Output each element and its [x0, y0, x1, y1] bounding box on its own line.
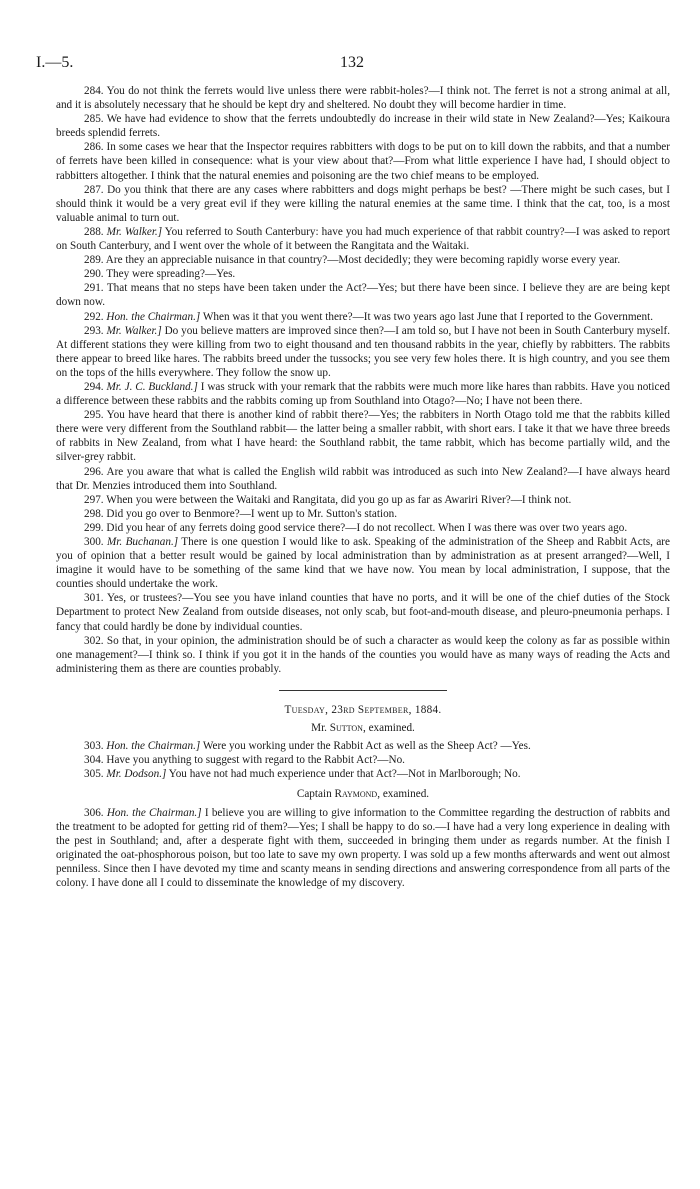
testimony-text: Were you working under the Rabbit Act as well as the Sheep Act? —Yes. [202, 740, 531, 753]
testimony-paragraph [56, 324, 670, 380]
testimony-paragraph [56, 507, 670, 521]
testimony-paragraph [56, 767, 670, 781]
section-divider [279, 690, 447, 691]
testimony-text: That means that no steps have been taken under the Act?—Yes; but there have been since. I believe they are are being kept down now. [56, 282, 670, 309]
testimony-text: Are they an appreciable nuisance in that country?—Most decidedly; they were becoming rapidly worse every year. [105, 254, 621, 267]
testimony-paragraph [56, 281, 670, 309]
speaker-name: Mr. Walker.] [106, 225, 163, 238]
testimony-paragraph [56, 806, 670, 891]
testimony-text: Do you believe matters are improved since then?—I am told so, but I have not been in South Canterbury myself. At different stations they were killing from two to eight thousand and ten thousand rabbits in the year, chiefly by rabbitters. The rabbits there appear to breed like hares. The rabbits breed under the tussocks; you see very few holes there. It is high country, and you see them on the tops of the hills everywhere. They follow the snow up. [56, 324, 670, 379]
question-number: 294. [84, 380, 104, 393]
testimony-text: Did you go over to Benmore?—I went up to Mr. Sutton's station. [106, 507, 398, 520]
page-header [36, 54, 666, 74]
testimony-text: Are you aware that what is called the English wild rabbit was introduced as such into New Zealand?—I have always heard that Dr. Menzies introduced them into Southland. [56, 465, 671, 492]
question-number: 296. [84, 465, 104, 478]
testimony-paragraph [56, 253, 670, 267]
speaker-name: Mr. Buchanan.] [106, 536, 179, 548]
testimony-text: I believe you are willing to give information to the Committee regarding the destruction of rabbits and the treatment to be adopted for getting rid of them?—Yes; I shall be happy to do so.—I have had a very long experience in dealing with the pest in Southland; and, after a desperate fight with them, succeeded in bringing them under as regards number. At the finish I originated the oat-phosphorous poison, but too late to save my own property. I was sold up a few months afterwards and went out almost penniless. Since then I have devoted my time and scanty means in sending directions and answering correspondence from all parts of the colony. I have done all I could to disseminate the knowledge of my discovery. [56, 806, 671, 889]
testimony-paragraph [56, 84, 670, 112]
speaker-name: Mr. Walker.] [106, 324, 162, 337]
witness-title: Mr. [311, 722, 327, 735]
question-number: 288. [84, 225, 104, 238]
testimony-paragraph [56, 225, 670, 253]
testimony-section-3 [56, 806, 670, 891]
testimony-text: You have not had much experience under that Act?—Not in Marlborough; No. [168, 768, 521, 781]
testimony-text: So that, in your opinion, the administration should be of such a character as would keep the colony as far as possible within one management?—I think so. I think if you got it in the hands of the counties you would have as many ways of reading the Acts and administering them as there are counties probably. [56, 634, 671, 675]
witness-heading-sutton [56, 721, 670, 735]
testimony-paragraph [56, 267, 670, 281]
testimony-text: You referred to South Canterbury: have you had much experience of that rabbit country?—I was asked to report on South Canterbury, and I went over the whole of it between the Rangitata and the Waitaki. [56, 225, 670, 253]
witness-name: Sutton [329, 722, 363, 735]
question-number: 304. [84, 754, 104, 767]
testimony-paragraph [56, 535, 670, 591]
page-number: 132 [340, 54, 364, 71]
testimony-paragraph [56, 112, 670, 140]
testimony-text: Have you anything to suggest with regard to the Rabbit Act?—No. [106, 754, 405, 767]
question-number: 306. [84, 806, 104, 819]
testimony-paragraph [56, 493, 670, 507]
testimony-paragraph [56, 380, 670, 408]
testimony-text: We have had evidence to show that the ferrets undoubtedly do increase in their wild state in New Zealand?—Yes; Kaikoura breeds splendid ferrets. [56, 113, 670, 140]
testimony-paragraph [56, 140, 670, 182]
testimony-text: You have heard that there is another kind of rabbit there?—Yes; the rabbiters in North Otago told me that the rabbits killed there were very different from the Southland rabbit— the latter being a smaller rabbit, with short ears. I take it that we have three breeds of rabbits in New Zealand, from what I have heard: the Southland rabbit, the tame rabbit, which has become partially wild, and the silver-grey rabbit. [56, 409, 670, 464]
testimony-paragraph [56, 521, 670, 535]
question-number: 301. [84, 592, 104, 605]
speaker-name: Mr. Dodson.] [106, 768, 167, 781]
testimony-paragraph [56, 183, 670, 225]
speaker-name: Mr. J. C. Buckland.] [106, 380, 198, 393]
question-number: 287. [84, 183, 104, 196]
question-number: 286. [84, 141, 104, 154]
document-reference: I.—5. [36, 54, 74, 71]
testimony-text: There is one question I would like to ask. Speaking of the administration of the Sheep and Rabbit Acts, are you of opinion that a better result would be gained by local administration than by administration as at present arranged?—Well, I imagine it would have to be something of the same kind that we have now. You mean by local administration, I suppose, that the counties should undertake the work. [56, 536, 670, 591]
testimony-text: In some cases we hear that the Inspector requires rabbitters with dogs to be put on to kill down the rabbits, and that a number of ferrets have been killed in consequence: what is your view about that?—From what little experience I have had, I should object to rabbitters altogether. I think that the natural enemies and poisoning are the two chief means to be employed. [56, 141, 671, 182]
testimony-paragraph [56, 591, 670, 633]
testimony-paragraph [56, 408, 670, 464]
question-number: 303. [84, 740, 104, 753]
speaker-name: Hon. the Chairman.] [106, 310, 201, 323]
question-number: 302. [84, 634, 104, 647]
testimony-text: Yes, or trustees?—You see you have inland counties that have no ports, and it will be one of the chief duties of the Stock Department to protect New Zealand from outside diseases, not only scab, but foot-and-mouth disease, and pleuro-pneumonia perhaps. I fancy that could hardly be done by individual counties. [56, 592, 670, 633]
testimony-text: I was struck with your remark that the rabbits were much more like hares than rabbits. Have you noticed a difference between these rabbits and the rabbits coming up from Southland into Otago?—No; I have not been there. [56, 380, 671, 408]
question-number: 291. [84, 282, 104, 295]
witness-suffix: , examined. [362, 722, 415, 735]
testimony-paragraph [56, 753, 670, 767]
testimony-text: They were spreading?—Yes. [106, 268, 236, 281]
question-number: 285. [84, 113, 104, 126]
question-number: 284. [84, 85, 104, 97]
testimony-section-2 [56, 739, 670, 781]
witness-heading-raymond [56, 787, 670, 801]
testimony-paragraph [56, 465, 670, 493]
question-number: 290. [84, 268, 104, 281]
testimony-text: Do you think that there are any cases where rabbitters and dogs might perhaps be best? —There might be such cases, but I should think it would be a very great evil if they were killing the natural enemies at the same time. I think that the cat, too, is a most valuable animal to turn out. [56, 183, 670, 224]
question-number: 295. [84, 409, 104, 422]
question-number: 289. [84, 254, 104, 267]
question-number: 298. [84, 507, 104, 520]
speaker-name: Hon. the Chairman.] [106, 740, 201, 753]
testimony-paragraph [56, 634, 670, 676]
speaker-name: Hon. the Chairman.] [106, 806, 202, 819]
testimony-paragraph [56, 739, 670, 753]
testimony-text: When was it that you went there?—It was two years ago last June that I reported to the Government. [202, 310, 654, 323]
question-number: 292. [84, 310, 104, 323]
question-number: 297. [84, 493, 104, 506]
date-heading: Tuesday, 23rd September, 1884. [284, 703, 442, 716]
question-number: 300. [84, 536, 104, 548]
question-number: 305. [84, 768, 104, 781]
witness-title: Captain [296, 788, 332, 801]
question-number: 293. [84, 324, 104, 337]
testimony-text: Did you hear of any ferrets doing good service there?—I do not recollect. When I was there was over two years ago. [106, 521, 628, 534]
testimony-paragraph [56, 310, 670, 324]
testimony-section-1 [56, 84, 670, 676]
question-number: 299. [84, 521, 104, 534]
body-text [56, 84, 670, 890]
testimony-text: You do not think the ferrets would live unless there were rabbit-holes?—I think not. The ferret is not a strong animal at all, and it is absolutely necessary that he should be kept dry and sheltered. No doubt they will become hardier in time. [56, 85, 670, 112]
witness-name: Raymond [334, 788, 378, 801]
witness-suffix: , examined. [377, 788, 430, 801]
testimony-text: When you were between the Waitaki and Rangitata, did you go up as far as Awariri River?—I think not. [106, 493, 572, 506]
